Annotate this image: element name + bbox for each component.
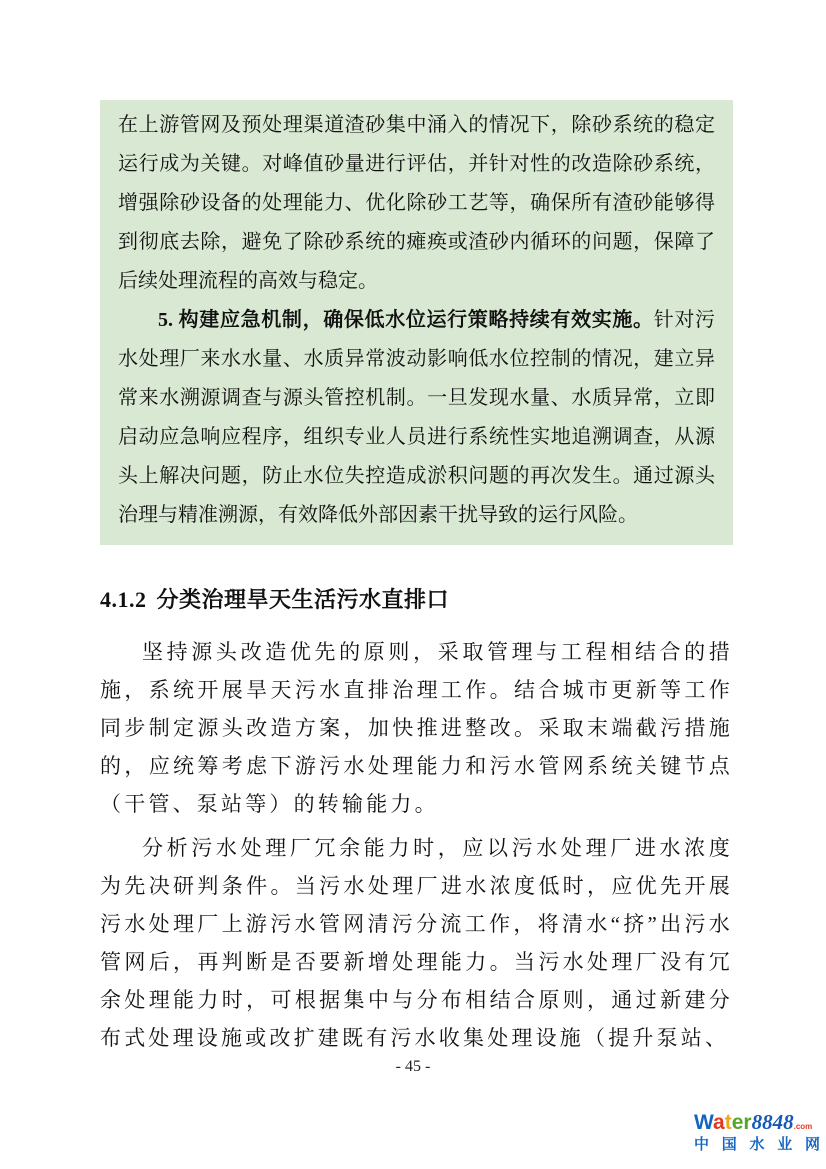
brand-subtitle-chinese (694, 1137, 820, 1152)
brand-letter: W (694, 1111, 714, 1134)
brand-subtitle-char: 国 (721, 1136, 737, 1153)
page-number: - 45 - (395, 1058, 431, 1075)
brand-letter: a (713, 1111, 725, 1134)
brand-tld-com: .com (793, 1122, 813, 1131)
highlight-paragraph-2 (118, 301, 715, 535)
section-heading-number: 4.1.2 (100, 587, 147, 612)
water8848-wordmark (694, 1112, 820, 1133)
brand-subtitle-char: 中 (694, 1136, 710, 1153)
body-paragraph-1: 坚持源头改造优先的原则，采取管理与工程相结合的措施，系统开展旱天污水直排治理工作。结合城市更新等工作同步制定源头改造方案，加快推进整改。采取末端截污措施的，应统筹考虑下游污水处理能力和污水管网系统关键节点（干管、泵站等）的转输能力。 (100, 640, 733, 817)
highlight-paragraph-1: 在上游管网及预处理渠道渣砂集中涌入的情况下，除砂系统的稳定运行成为关键。对峰值砂量进行评估，并针对性的改造除砂系统，增强除砂设备的处理能力、优化除砂工艺等，确保所有渣砂能够得到彻底去除，避免了除砂系统的瘫痪或渣砂内循环的问题，保障了后续处理流程的高效与稳定。 (118, 114, 715, 292)
section-heading-title: 分类治理旱天生活污水直排口 (156, 587, 450, 612)
page-content (100, 100, 733, 1057)
water8848-logo (694, 1112, 820, 1152)
section-heading (100, 585, 733, 615)
brand-subtitle-char: 业 (777, 1136, 793, 1153)
item5-text: 针对污水处理厂来水水量、水质异常波动影响低水位控制的情况，建立异常来水溯源调查与源头管控机制。一旦发现水量、水质异常，立即启动应急响应程序，组织专业人员进行系统性实地追溯调查，从源头上解决问题，防止水位失控造成淤积问题的再次发生。通过源头治理与精准溯源，有效降低外部因素干扰导致的运行风险。 (118, 309, 716, 526)
body-paragraph-2: 分析污水处理厂冗余能力时，应以污水处理厂进水浓度为先决研判条件。当污水处理厂进水浓度低时，应优先开展污水处理厂上游污水管网清污分流工作，将清水“挤”出污水管网后，再判断是否要新增处理能力。当污水处理厂没有冗余处理能力时，可根据集中与分布相结合原则，通过新建分布式处理设施或改扩建既有污水收集处理设施（提升泵站、 (100, 836, 733, 1051)
brand-word-water (694, 1111, 752, 1134)
brand-letter: e (731, 1111, 744, 1134)
brand-letter: t (724, 1111, 732, 1134)
brand-subtitle-char: 水 (749, 1136, 765, 1153)
brand-letter: r (743, 1111, 752, 1134)
highlighted-text-block (100, 100, 733, 545)
item5-bold-lead: 5. 构建应急机制，确保低水位运行策略持续有效实施。 (158, 309, 654, 331)
brand-subtitle-char: 网 (804, 1136, 820, 1153)
brand-number-8848: 8848 (751, 1110, 794, 1134)
